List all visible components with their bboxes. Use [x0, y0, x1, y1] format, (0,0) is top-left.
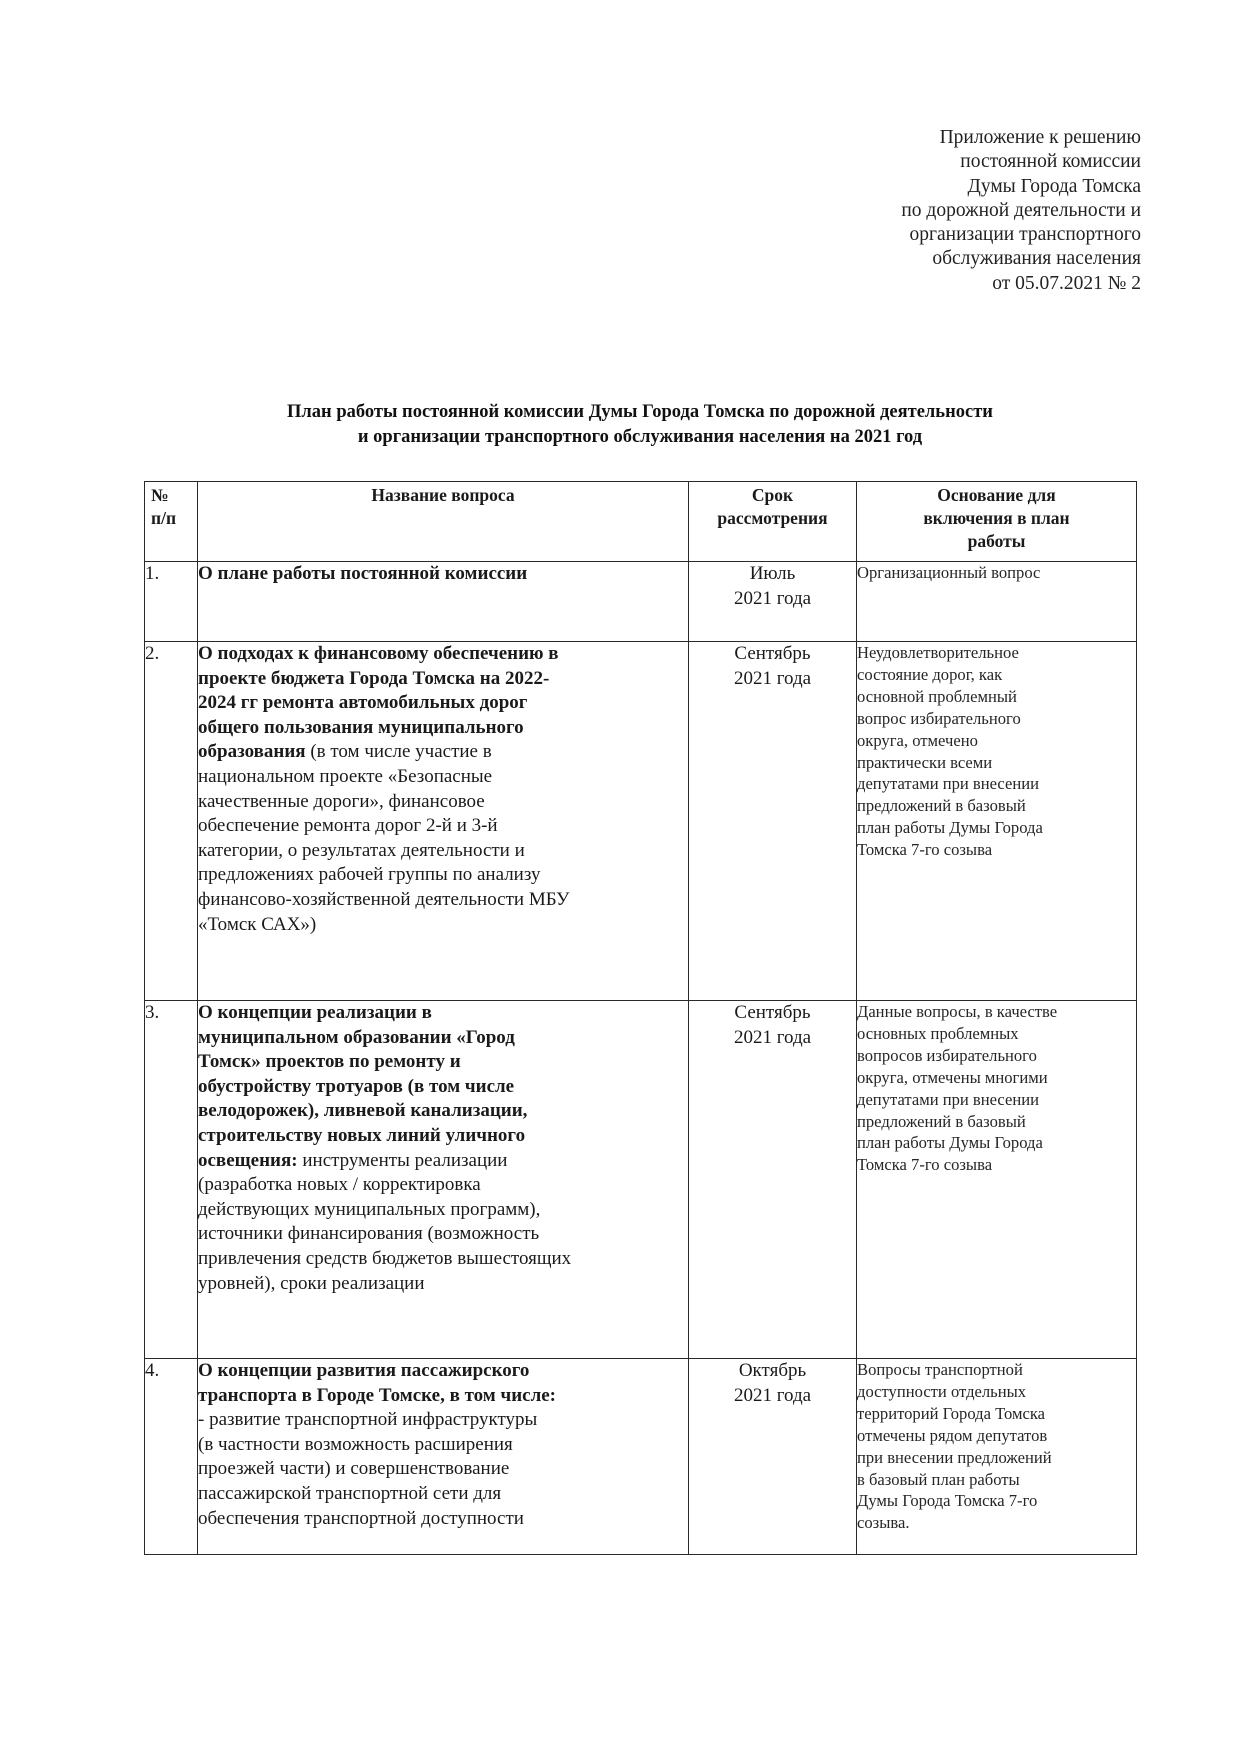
inclusion-basis-line: основной проблемный — [857, 686, 1017, 706]
question-name-bold-text: освещения: — [198, 1149, 298, 1171]
question-name-line — [198, 863, 688, 888]
inclusion-basis-line: план работы Думы Города — [857, 818, 1043, 838]
question-name-bold-text: О концепции реализации в — [198, 1002, 432, 1023]
header-number — [145, 482, 198, 562]
question-name-line — [198, 740, 688, 765]
question-name-bold-text: образования — [198, 741, 306, 763]
appendix-line: Думы Города Томска — [967, 175, 1141, 197]
review-term-line: 2021 года — [733, 1384, 812, 1406]
review-term-line: Октябрь — [738, 1360, 807, 1381]
question-name-normal-text: обеспечения транспортной доступности — [198, 1507, 524, 1529]
question-name-line — [198, 1099, 688, 1124]
question-name-normal-text: качественные дороги», финансовое — [198, 790, 485, 812]
review-term-line: 2021 года — [733, 1026, 812, 1048]
question-name-line — [198, 1124, 688, 1149]
inclusion-basis — [857, 642, 1137, 1001]
table-row — [145, 642, 1137, 1001]
inclusion-basis-line: округа, отмечено — [857, 730, 978, 750]
question-name-line — [198, 562, 688, 587]
header-basis-line: Основание для — [937, 485, 1056, 505]
inclusion-basis-line: в базовый план работы — [857, 1469, 1020, 1489]
appendix-date-line: от 05.07.2021 № 2 — [992, 272, 1141, 294]
appendix-line: обслуживания населения — [932, 248, 1141, 270]
question-name-line — [198, 691, 688, 716]
question-name-line — [198, 1001, 688, 1026]
header-term-line: Срок — [751, 485, 794, 505]
inclusion-basis-line: практически всеми — [857, 752, 993, 772]
question-name-bold-text: 2024 гг ремонта автомобильных дорог — [198, 692, 528, 714]
question-name-bold-text: Томск» проектов по ремонту и — [198, 1051, 461, 1073]
review-term-line: Сентябрь — [734, 643, 811, 664]
question-name-normal-text: источники финансирования (возможность — [198, 1223, 540, 1245]
question-name-normal-text: категории, о результатах деятельности и — [198, 839, 525, 861]
header-inclusion-basis — [857, 482, 1137, 562]
appendix-line: постоянной комиссии — [960, 151, 1141, 173]
inclusion-basis-line: доступности отдельных — [857, 1381, 1027, 1401]
question-name-line — [198, 1198, 688, 1223]
inclusion-basis-line: основных проблемных — [857, 1023, 1019, 1043]
row-number: 3. — [145, 1001, 198, 1359]
question-name-bold-text: строительству новых линий уличного — [198, 1124, 526, 1146]
inclusion-basis — [857, 1001, 1137, 1359]
question-name-line — [198, 1075, 688, 1100]
row-number: 2. — [145, 642, 198, 1001]
inclusion-basis-line: Вопросы транспортной — [857, 1360, 1023, 1379]
header-number-line: № — [151, 485, 169, 505]
question-name-normal-text: «Томск САХ») — [198, 913, 317, 935]
question-name-line — [198, 1050, 688, 1075]
question-name-line — [198, 765, 688, 790]
question-name-line — [198, 814, 688, 839]
table-row — [145, 1359, 1137, 1555]
inclusion-basis-line: Организационный вопрос — [857, 563, 1041, 582]
question-name-line — [198, 1359, 688, 1384]
question-name-line — [198, 839, 688, 864]
table-row — [145, 562, 1137, 642]
inclusion-basis-line: округа, отмечены многими — [857, 1067, 1048, 1087]
question-name-line — [198, 1507, 688, 1532]
inclusion-basis-line: Неудовлетворительное — [857, 643, 1019, 662]
question-name-normal-text: обеспечение ремонта дорог 2-й и 3-й — [198, 815, 498, 837]
inclusion-basis — [857, 562, 1137, 642]
inclusion-basis-line: вопрос избирательного — [857, 708, 1021, 728]
question-name-normal-text: финансово-хозяйственной деятельности МБУ — [198, 888, 570, 910]
inclusion-basis-line: Томска 7-го созыва — [857, 1155, 993, 1175]
inclusion-basis-line: депутатами при внесении — [857, 1089, 1039, 1109]
question-name-line — [198, 888, 688, 913]
question-name-normal-text: (разработка новых / корректировка — [198, 1174, 481, 1196]
inclusion-basis-line: территорий Города Томска — [857, 1403, 1046, 1423]
review-term-line: Сентябрь — [734, 1002, 811, 1023]
question-name-normal-text: пассажирской транспортной сети для — [198, 1482, 502, 1504]
appendix-line: организации транспортного — [909, 224, 1141, 246]
question-name-normal-text: инструменты реализации — [297, 1149, 508, 1171]
question-name-bold-text: О плане работы постоянной комиссии — [198, 563, 528, 584]
question-name-line — [198, 1026, 688, 1051]
question-name-normal-text: привлечения средств бюджетов вышестоящих — [198, 1247, 572, 1269]
work-plan-table — [144, 481, 1137, 1555]
question-name-line — [198, 642, 688, 667]
inclusion-basis-line: Думы Города Томска 7-го — [857, 1491, 1038, 1511]
question-name-normal-text: проезжей части) и совершенствование — [198, 1458, 510, 1480]
question-name-normal-text: действующих муниципальных программ), — [198, 1198, 541, 1220]
question-name-line — [198, 1173, 688, 1198]
question-name-line — [198, 1408, 688, 1433]
header-number-line: п/п — [151, 508, 177, 528]
question-name-bold-text: транспорта в Городе Томске, в том числе: — [198, 1384, 557, 1406]
question-name — [198, 562, 689, 642]
review-term — [689, 1359, 857, 1555]
review-term — [689, 562, 857, 642]
question-name-line — [198, 667, 688, 692]
review-term-line: 2021 года — [733, 587, 812, 609]
question-name — [198, 1359, 689, 1555]
inclusion-basis-line: вопросов избирательного — [857, 1045, 1037, 1065]
question-name-normal-text: - развитие транспортной инфраструктуры — [198, 1409, 538, 1431]
question-name-line — [198, 1482, 688, 1507]
table-header-row — [145, 482, 1137, 562]
review-term-line: Июль — [749, 563, 796, 584]
question-name-line — [198, 716, 688, 741]
header-question-name — [198, 482, 689, 562]
question-name-line — [198, 1457, 688, 1482]
inclusion-basis-line: план работы Думы Города — [857, 1133, 1043, 1153]
header-basis-line: работы — [967, 531, 1026, 551]
question-name-bold-text: О концепции развития пассажирского — [198, 1360, 530, 1381]
question-name-line — [198, 913, 688, 938]
review-term-line: 2021 года — [733, 667, 812, 689]
question-name-line — [198, 1222, 688, 1247]
question-name-bold-text: общего пользования муниципального — [198, 716, 524, 738]
question-name-normal-text: предложениях рабочей группы по анализу — [198, 864, 541, 886]
question-name-bold-text: обустройству тротуаров (в том числе — [198, 1075, 515, 1097]
question-name — [198, 1001, 689, 1359]
question-name-normal-text: национальном проекте «Безопасные — [198, 765, 493, 787]
question-name-normal-text: (в частности возможность расширения — [198, 1433, 513, 1455]
inclusion-basis-line: Данные вопросы, в качестве — [857, 1002, 1058, 1021]
inclusion-basis-line: состояние дорог, как — [857, 664, 1003, 684]
question-name-line — [198, 1247, 688, 1272]
row-number: 4. — [145, 1359, 198, 1555]
question-name-line — [198, 1433, 688, 1458]
title-line-2: и организации транспортного обслуживания населения на 2021 год — [357, 427, 923, 447]
question-name-line — [198, 1384, 688, 1409]
document-title — [140, 400, 1140, 450]
inclusion-basis-line: отмечены рядом депутатов — [857, 1425, 1048, 1445]
question-name-normal-text: (в том числе участие в — [305, 741, 492, 763]
table-row — [145, 1001, 1137, 1359]
inclusion-basis-line: предложений в базовый — [857, 796, 1026, 816]
header-review-term — [689, 482, 857, 562]
inclusion-basis-line: депутатами при внесении — [857, 774, 1039, 794]
review-term — [689, 1001, 857, 1359]
header-term-line: рассмотрения — [717, 508, 828, 528]
review-term — [689, 642, 857, 1001]
question-name-line — [198, 1272, 688, 1297]
question-name-line — [198, 1149, 688, 1174]
header-basis-line: включения в план — [923, 508, 1070, 528]
question-name-line — [198, 790, 688, 815]
title-line-1: План работы постоянной комиссии Думы Города Томска по дорожной деятельности — [287, 402, 993, 422]
question-name-bold-text: проекте бюджета Города Томска на 2022- — [198, 667, 550, 689]
inclusion-basis-line: при внесении предложений — [857, 1447, 1052, 1467]
question-name-bold-text: муниципальном образовании «Город — [198, 1026, 515, 1048]
row-number: 1. — [145, 562, 198, 642]
header-question-name-text: Название вопроса — [371, 485, 515, 505]
inclusion-basis — [857, 1359, 1137, 1555]
question-name-bold-text: О подходах к финансовому обеспечению в — [198, 643, 559, 664]
appendix-line: по дорожной деятельности и — [901, 199, 1141, 221]
inclusion-basis-line: предложений в базовый — [857, 1111, 1026, 1131]
question-name — [198, 642, 689, 1001]
inclusion-basis-line: Томска 7-го созыва — [857, 840, 993, 860]
inclusion-basis-line: созыва. — [857, 1513, 910, 1533]
question-name-normal-text: уровней), сроки реализации — [198, 1272, 425, 1294]
appendix-line: Приложение к решению — [939, 127, 1141, 148]
question-name-bold-text: велодорожек), ливневой канализации, — [198, 1100, 528, 1122]
appendix-header — [781, 126, 1141, 296]
